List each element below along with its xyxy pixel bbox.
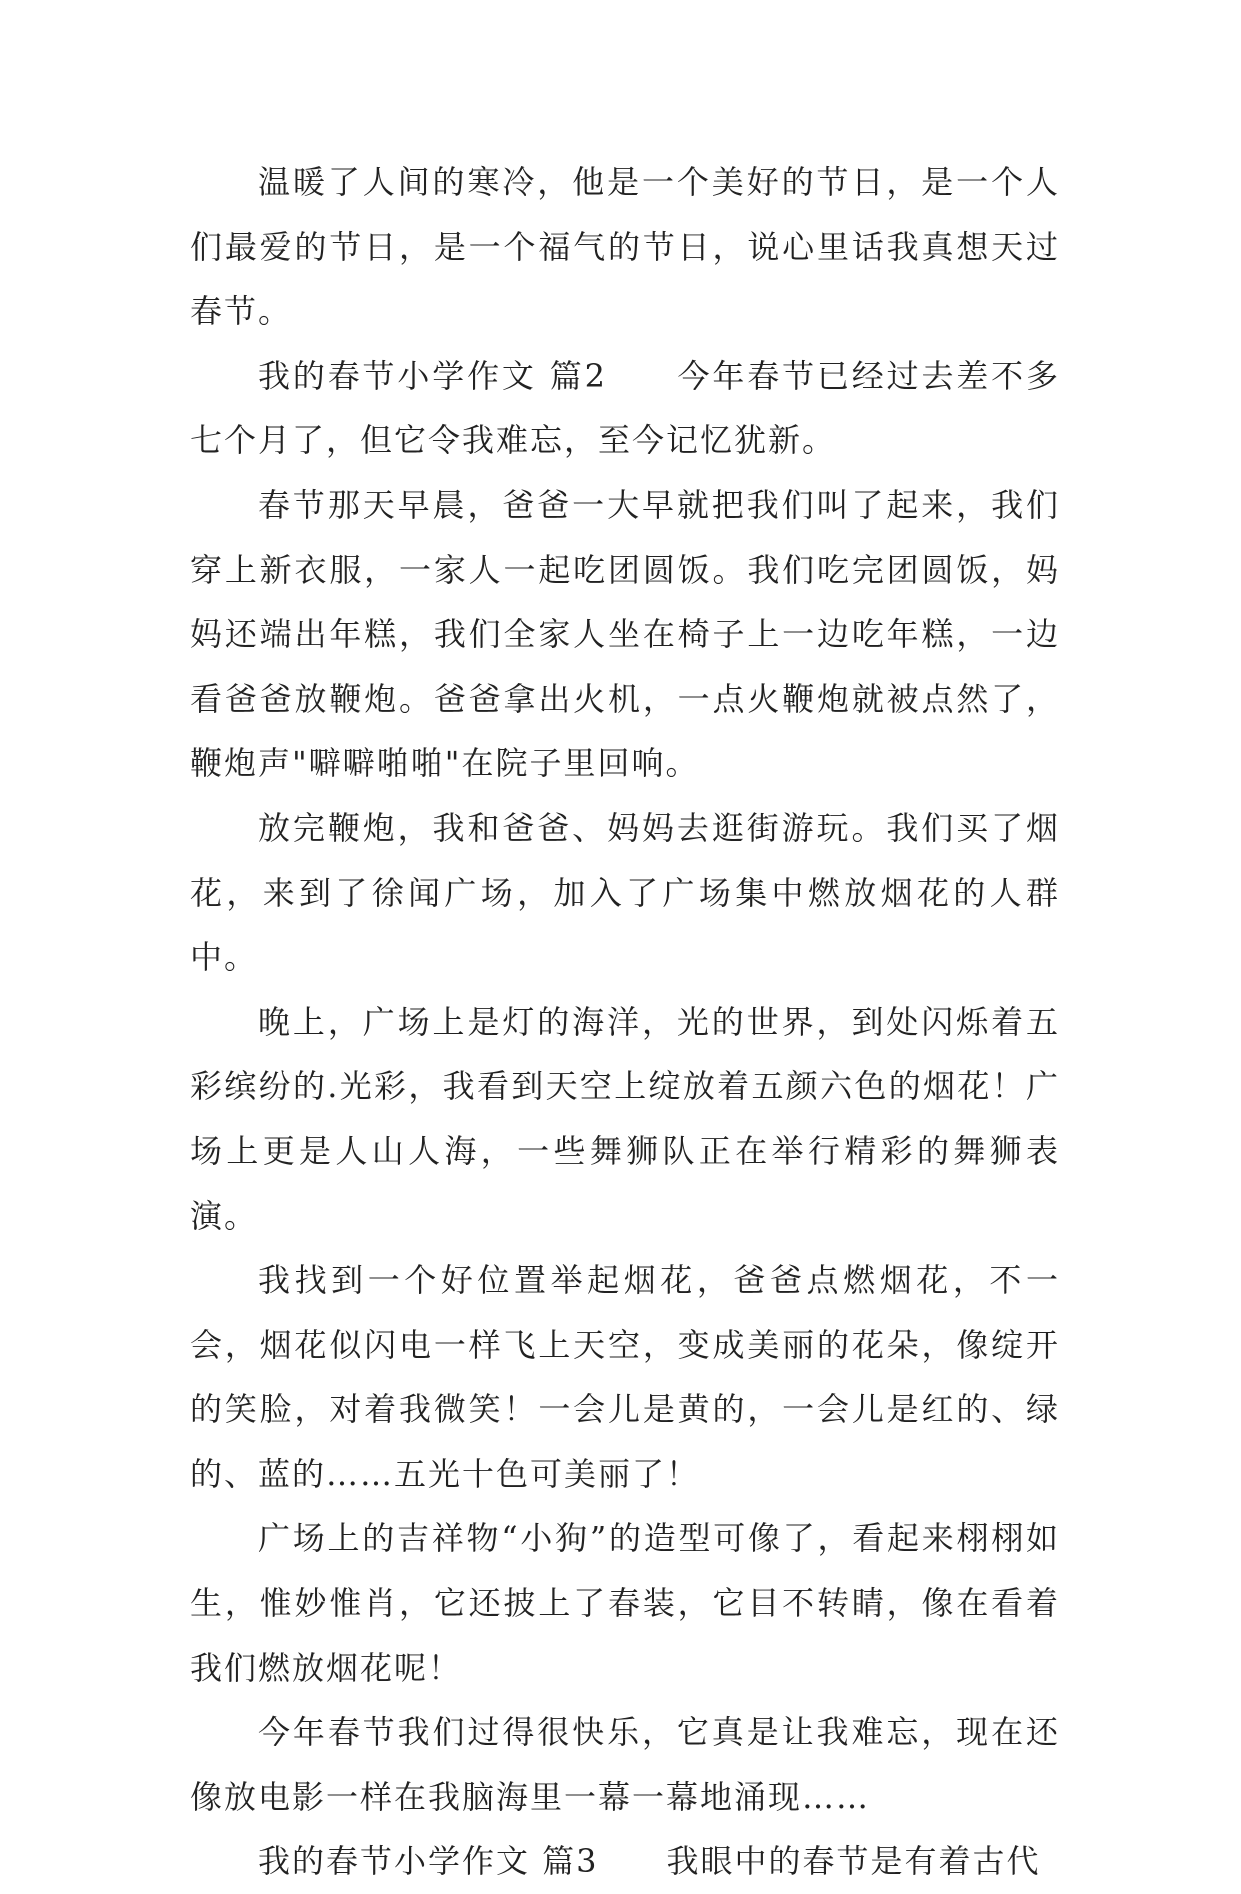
paragraph-1: 温暖了人间的寒冷，他是一个美好的节日，是一个人们最爱的节日，是一个福气的节日，说心里话我真想天过春节。 [190, 163, 1060, 331]
paragraph-2-heading: 我的春节小学作文 篇2 今年春节已经过去差不多七个月了，但它令我难忘，至今记忆犹新。 [190, 356, 1060, 460]
paragraph-7: 广场上的吉祥物“小狗”的造型可像了，看起来栩栩如生，惟妙惟肖，它还披上了春装，它目不转睛，像在看着我们燃放烟花呢！ [190, 1519, 1060, 1687]
paragraph-4: 放完鞭炮，我和爸爸、妈妈去逛街游玩。我们买了烟花，来到了徐闻广场，加入了广场集中燃放烟花的人群中。 [190, 808, 1060, 977]
document-body [190, 150, 1060, 1894]
paragraph-8: 今年春节我们过得很快乐，它真是让我难忘，现在还像放电影一样在我脑海里一幕一幕地涌现…… [190, 1713, 1060, 1816]
paragraph-6: 我找到一个好位置举起烟花，爸爸点燃烟花，不一会，烟花似闪电一样飞上天空，变成美丽的花朵，像绽开的笑脸，对着我微笑！一会儿是黄的，一会儿是红的、绿的、蓝的……五光十色可美丽了！ [190, 1261, 1060, 1493]
paragraph-5: 晚上，广场上是灯的海洋，光的世界，到处闪烁着五彩缤纷的.光彩，我看到天空上绽放着五颜六色的烟花！广场上更是人山人海，一些舞狮队正在举行精彩的舞狮表演。 [190, 1002, 1060, 1235]
paragraph-3: 春节那天早晨，爸爸一大早就把我们叫了起来，我们穿上新衣服，一家人一起吃团圆饭。我们吃完团圆饭，妈妈还端出年糕，我们全家人坐在椅子上一边吃年糕，一边看爸爸放鞭炮。爸爸拿出火机，一点火鞭炮就被点然了，鞭炮声"噼噼啪啪"在院子里回响。 [190, 485, 1060, 783]
paragraph-9-heading: 我的春节小学作文 篇3 我眼中的春节是有着古代 [258, 1842, 1041, 1881]
